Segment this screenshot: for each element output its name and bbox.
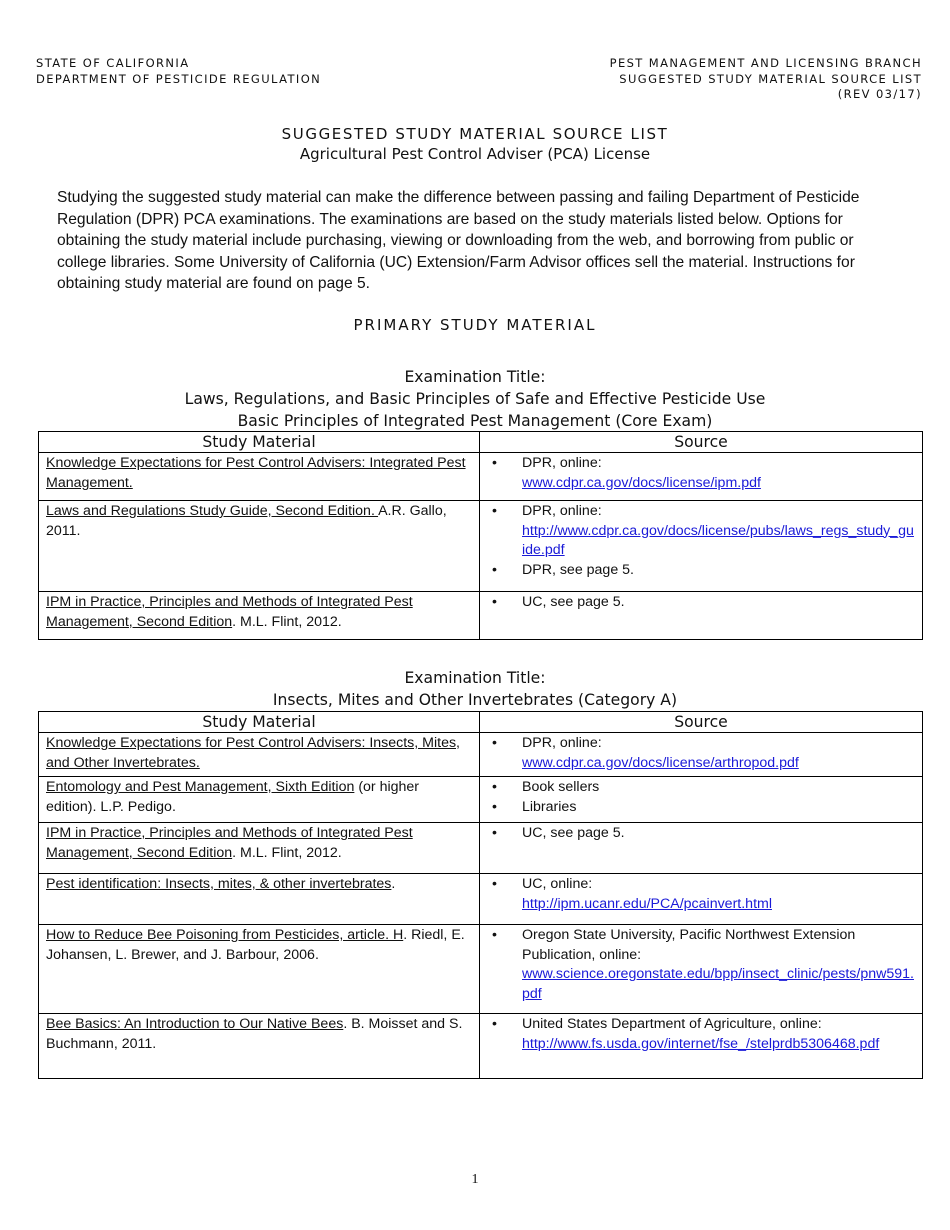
- source-item: [492, 1015, 915, 1054]
- source-list: [487, 1015, 915, 1054]
- header-right: [610, 56, 922, 103]
- primary-heading: PRIMARY STUDY MATERIAL: [353, 316, 597, 334]
- study-material-cell: [39, 777, 480, 823]
- source-link[interactable]: http://www.cdpr.ca.gov/docs/license/pubs/laws_regs_study_guide.pdf: [522, 522, 914, 558]
- source-item: [492, 734, 915, 773]
- study-material-cell: [39, 1014, 480, 1079]
- source-list: [487, 593, 915, 613]
- table-row: [39, 733, 923, 777]
- study-material-title: Knowledge Expectations for Pest Control Advisers: Insects, Mites, and Other Invertebrates.: [46, 735, 460, 771]
- study-material-cell: [39, 501, 480, 592]
- source-text: • DPR, online:: [522, 503, 602, 519]
- col-header-source: Source: [480, 432, 923, 453]
- exam-2-title: [0, 667, 950, 711]
- col-header-material: Study Material: [39, 712, 480, 733]
- source-link[interactable]: www.cdpr.ca.gov/docs/license/arthropod.pdf: [522, 754, 799, 771]
- source-list: [487, 926, 915, 1004]
- document-title: SUGGESTED STUDY MATERIAL SOURCE LIST: [281, 125, 669, 143]
- source-cell: [480, 501, 923, 592]
- study-material-cell: [39, 453, 480, 501]
- col-header-material: Study Material: [39, 432, 480, 453]
- study-material-cell: [39, 925, 480, 1014]
- source-cell: [480, 925, 923, 1014]
- exam-1-label: Examination Title:: [404, 368, 546, 386]
- table-header-row: [39, 712, 923, 733]
- study-material-title: Bee Basics: An Introduction to Our Native Bees: [46, 1016, 344, 1032]
- source-list: [487, 502, 915, 580]
- study-material-title: How to Reduce Bee Poisoning from Pesticides, article. H: [46, 927, 404, 943]
- source-list: [487, 778, 915, 817]
- source-link[interactable]: www.cdpr.ca.gov/docs/license/ipm.pdf: [522, 474, 761, 491]
- exam-1-title: [0, 366, 950, 432]
- source-cell: [480, 823, 923, 874]
- table-row: [39, 1014, 923, 1079]
- source-list: [487, 824, 915, 844]
- study-material-citation: . B. Moisset and S. Buchmann, 2011.: [46, 1016, 463, 1052]
- source-text: • UC, online:: [522, 876, 593, 892]
- source-text: • UC, see page 5.: [522, 825, 625, 841]
- study-material-title: Entomology and Pest Management, Sixth Edition: [46, 779, 355, 795]
- exam-2-line: Insects, Mites and Other Invertebrates (Category A): [272, 691, 678, 709]
- table-row: [39, 501, 923, 592]
- header-branch: PEST MANAGEMENT AND LICENSING BRANCH: [609, 56, 922, 70]
- source-cell: [480, 1014, 923, 1079]
- source-link[interactable]: http://www.fs.usda.gov/internet/fse_/stelprdb5306468.pdf: [522, 1035, 880, 1052]
- study-material-citation: .: [391, 876, 396, 892]
- source-cell: [480, 874, 923, 925]
- table-header-row: [39, 432, 923, 453]
- intro-paragraph: Studying the suggested study material can make the difference between passing and failing Department of Pesticide Regulation (DPR) PCA examinations. The examinations are based on the study materials listed below. Options for obtaining the study material include purchasing, viewing or downloading from the web, and borrowing from public or college libraries. Some University of California (UC) Extension/Farm Advisor offices sell the material. Instructions for obtaining study material are found on page 5.: [57, 189, 860, 293]
- source-item: [492, 875, 915, 914]
- exam-2-label: Examination Title:: [404, 669, 546, 687]
- source-text: • Libraries: [522, 798, 577, 815]
- table-row: [39, 592, 923, 640]
- source-text: • DPR, see page 5.: [522, 561, 634, 578]
- study-material-title: IPM in Practice, Principles and Methods of Integrated Pest Management, Second Edition: [46, 594, 413, 630]
- study-material-cell: [39, 733, 480, 777]
- study-material-title: Knowledge Expectations for Pest Control Advisers: Integrated Pest Management.: [46, 455, 466, 491]
- source-item: [492, 593, 915, 613]
- header-left: [36, 56, 321, 87]
- exam-2-table: [38, 711, 923, 1079]
- source-text: • DPR, online:: [522, 735, 602, 751]
- source-item: [492, 926, 915, 1004]
- source-cell: [480, 592, 923, 640]
- source-list: [487, 734, 915, 773]
- title-block: [0, 124, 950, 164]
- source-item: [492, 502, 915, 561]
- study-material-citation: A.R. Gallo, 2011.: [46, 503, 447, 539]
- study-material-citation: (or higher edition). L.P. Pedigo.: [46, 779, 420, 815]
- source-cell: [480, 453, 923, 501]
- study-material-title: IPM in Practice, Principles and Methods of Integrated Pest Management, Second Edition: [46, 825, 413, 861]
- source-link[interactable]: http://ipm.ucanr.edu/PCA/pcainvert.html: [522, 895, 772, 912]
- header-doc-name: SUGGESTED STUDY MATERIAL SOURCE LIST: [619, 71, 922, 86]
- table-row: [39, 777, 923, 823]
- source-item: [492, 778, 915, 798]
- exam-1-line: Basic Principles of Integrated Pest Management (Core Exam): [237, 412, 713, 430]
- header-agency-department: DEPARTMENT OF PESTICIDE REGULATION: [36, 71, 322, 86]
- source-text: • UC, see page 5.: [522, 594, 625, 610]
- source-item: [492, 824, 915, 844]
- source-item: [492, 798, 915, 818]
- exam-1-table: [38, 431, 923, 640]
- table-row: [39, 453, 923, 501]
- study-material-cell: [39, 823, 480, 874]
- table-row: [39, 925, 923, 1014]
- study-material-cell: [39, 592, 480, 640]
- source-list: [487, 454, 915, 493]
- source-text: • Oregon State University, Pacific Northwest Extension Publication, online:: [522, 927, 856, 963]
- header-revision: (REV 03/17): [837, 87, 922, 101]
- page-number: 1: [471, 1172, 479, 1187]
- source-link[interactable]: www.science.oregonstate.edu/bpp/insect_clinic/pests/pnw591.pdf: [522, 966, 914, 1002]
- table-row: [39, 874, 923, 925]
- study-material-citation: . M.L. Flint, 2012.: [232, 613, 342, 630]
- source-cell: [480, 733, 923, 777]
- table-row: [39, 823, 923, 874]
- exam-1-line: Laws, Regulations, and Basic Principles of Safe and Effective Pesticide Use: [184, 390, 766, 408]
- header-agency-state: STATE OF CALIFORNIA: [36, 56, 190, 70]
- source-item: [492, 454, 915, 493]
- study-material-citation: . M.L. Flint, 2012.: [232, 844, 342, 861]
- document-subtitle: Agricultural Pest Control Adviser (PCA) License: [299, 145, 651, 163]
- study-material-title: Pest identification: Insects, mites, & other invertebrates: [46, 876, 392, 892]
- source-text: • Book sellers: [522, 779, 600, 795]
- study-material-cell: [39, 874, 480, 925]
- study-material-citation: . Riedl, E. Johansen, L. Brewer, and J. Barbour, 2006.: [46, 927, 465, 963]
- source-cell: [480, 777, 923, 823]
- source-list: [487, 875, 915, 914]
- source-item: [492, 561, 915, 581]
- source-text: • DPR, online:: [522, 455, 602, 471]
- source-text: • United States Department of Agriculture, online:: [522, 1016, 822, 1032]
- col-header-source: Source: [480, 712, 923, 733]
- study-material-title: Laws and Regulations Study Guide, Second Edition.: [46, 503, 379, 519]
